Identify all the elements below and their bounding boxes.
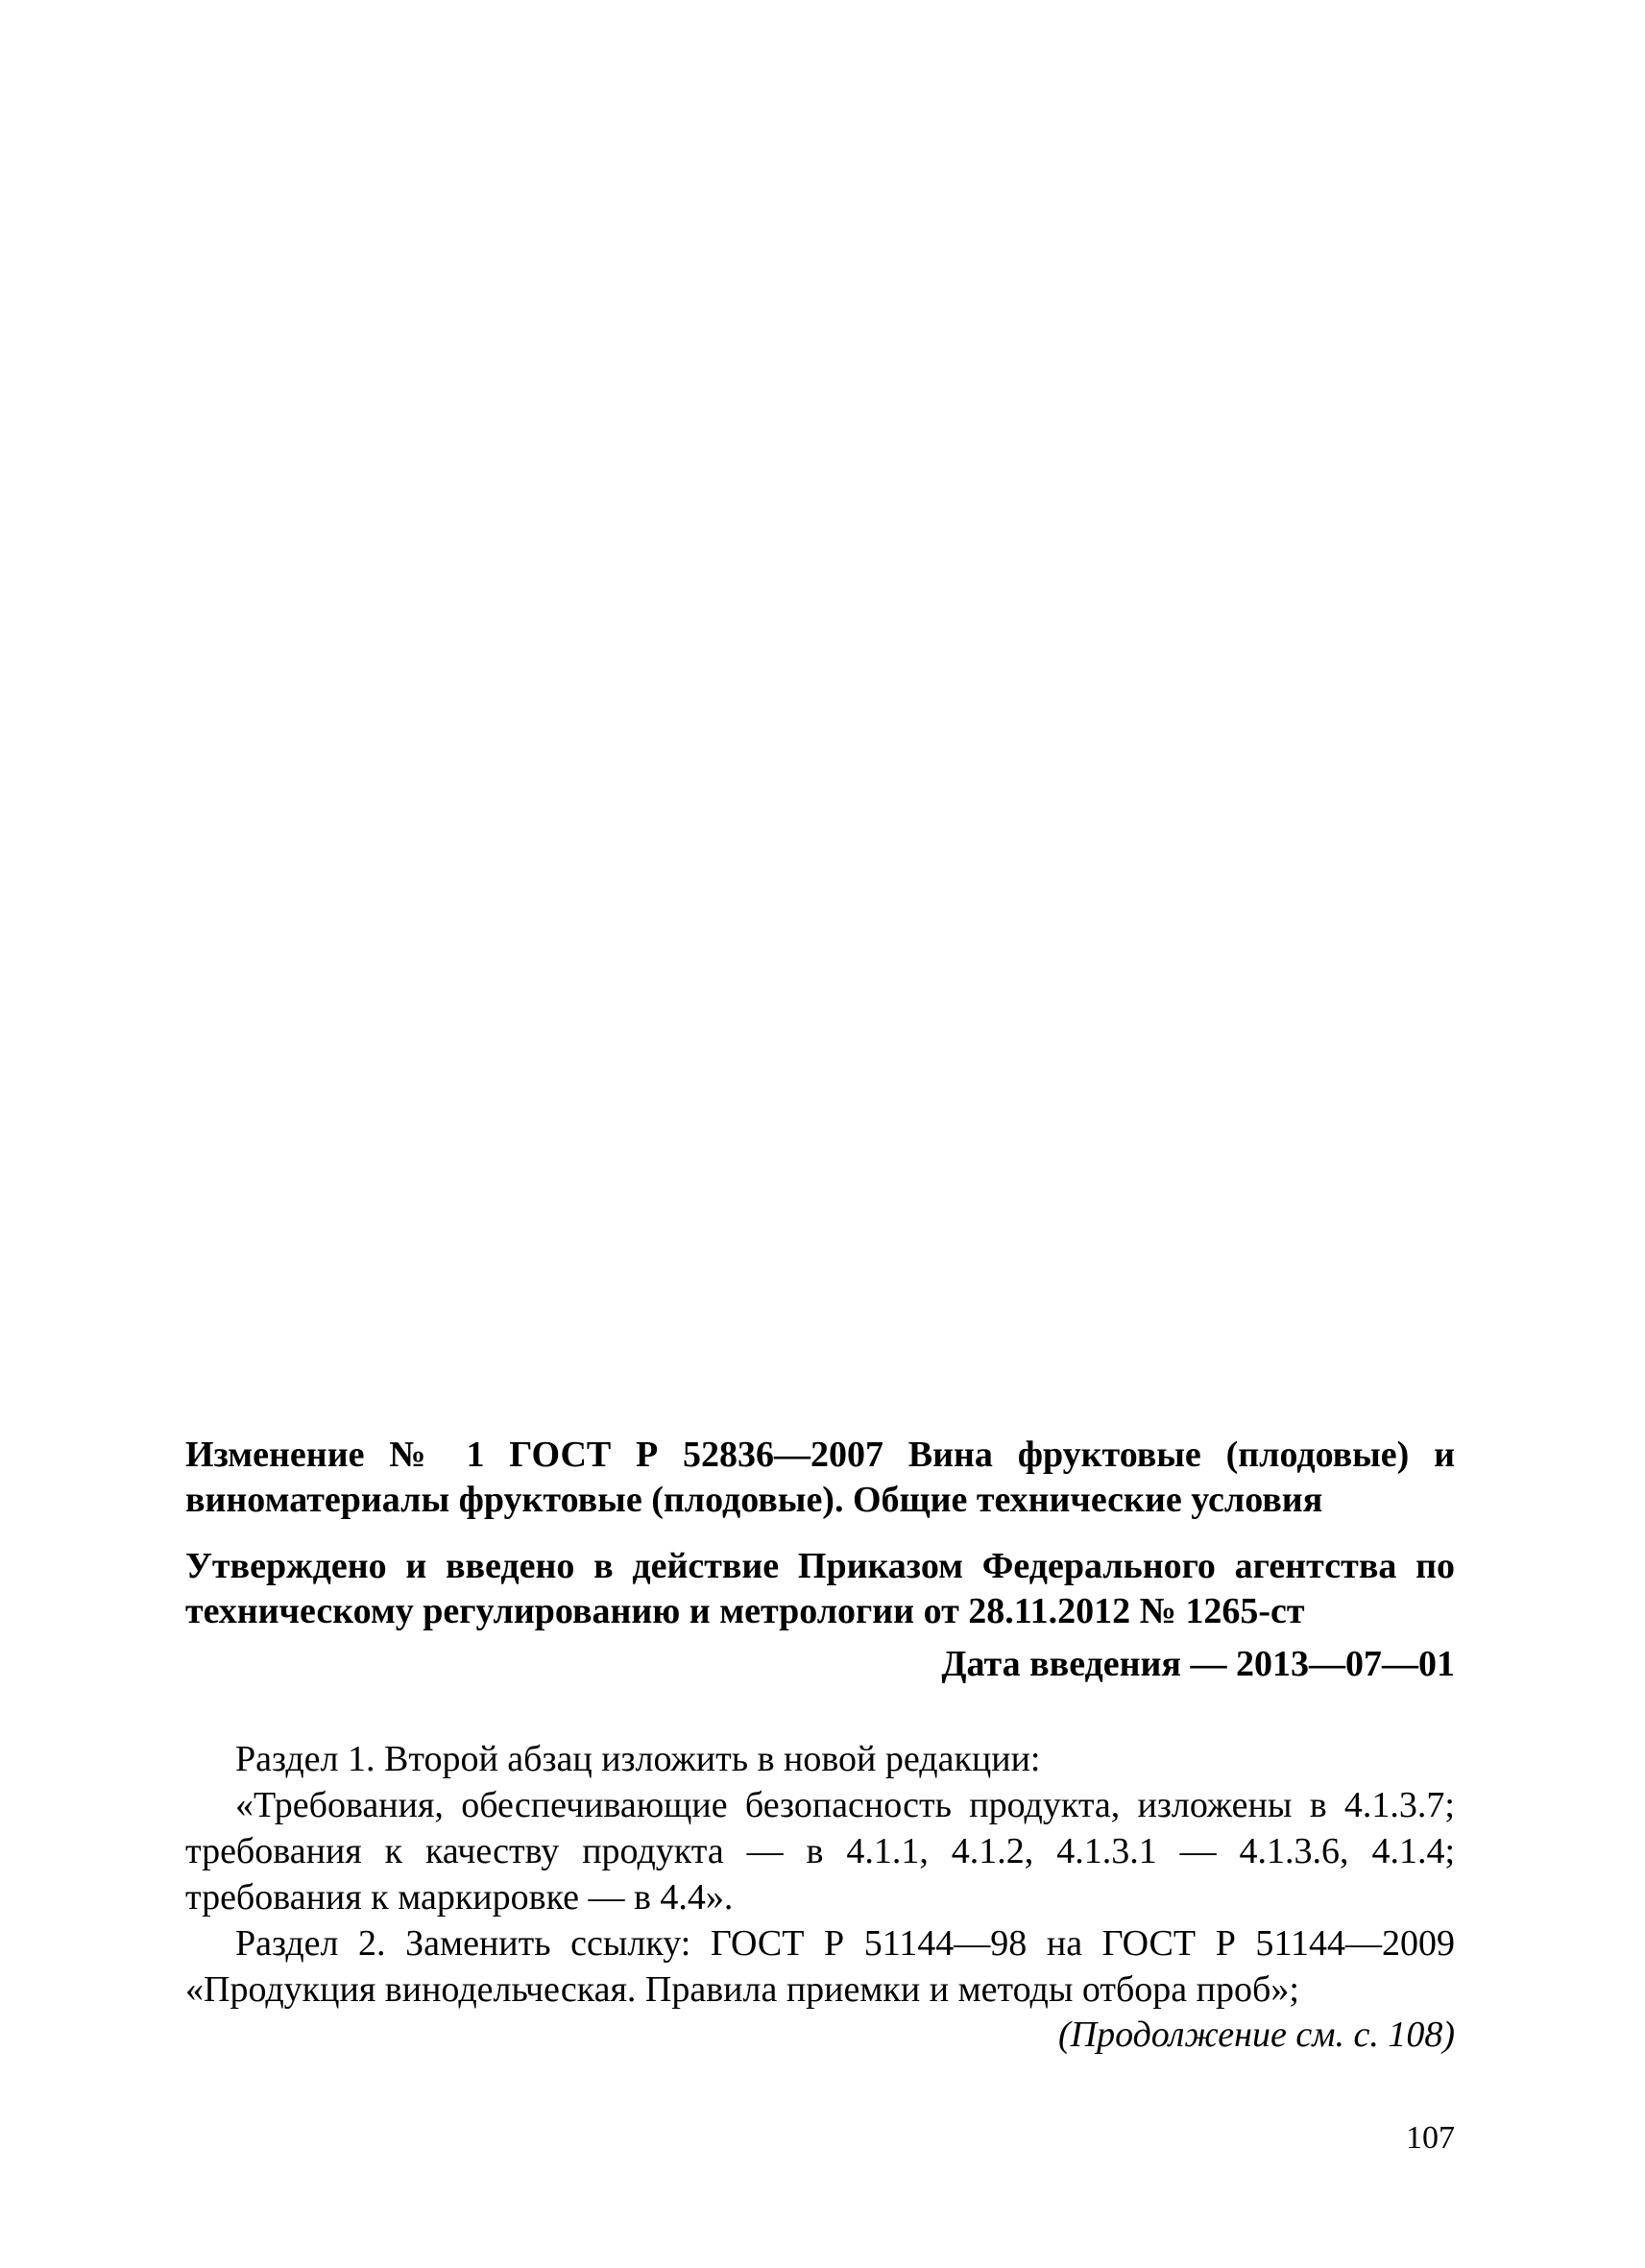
page-number: 107 — [1406, 2120, 1455, 2156]
amendment-title: Изменение № 1 ГОСТ Р 52836—2007 Вина фруктовые (плодовые) и виноматериалы фруктовые (плодовые). Общие технические условия — [185, 1435, 1455, 1520]
body-text — [185, 1736, 1455, 2013]
approval-statement: Утверждено и введено в действие Приказом Федерального агентства по техническому регулированию и метрологии от 28.11.2012 № 1265-ст — [185, 1546, 1455, 1631]
continuation-note: (Продолжение см. с. 108) — [1057, 2015, 1455, 2055]
paragraph-section-1: Раздел 1. Второй абзац изложить в новой редакции: — [235, 1739, 1041, 1779]
paragraph-section-1-quote: «Требования, обеспечивающие безопасность продукта, изложены в 4.1.3.7; требования к качеству продукта — в 4.1.1, 4.1.2, 4.1.3.1 — 4.1.3.6, 4.1.4; требования к маркировке — в 4.4». — [185, 1785, 1455, 1918]
effective-date: Дата введения — 2013—07—01 — [941, 1644, 1455, 1684]
paragraph-section-2: Раздел 2. Заменить ссылку: ГОСТ Р 51144—98 на ГОСТ Р 51144—2009 «Продукция винодельческая. Правила приемки и методы отбора проб»; — [185, 1923, 1455, 2010]
